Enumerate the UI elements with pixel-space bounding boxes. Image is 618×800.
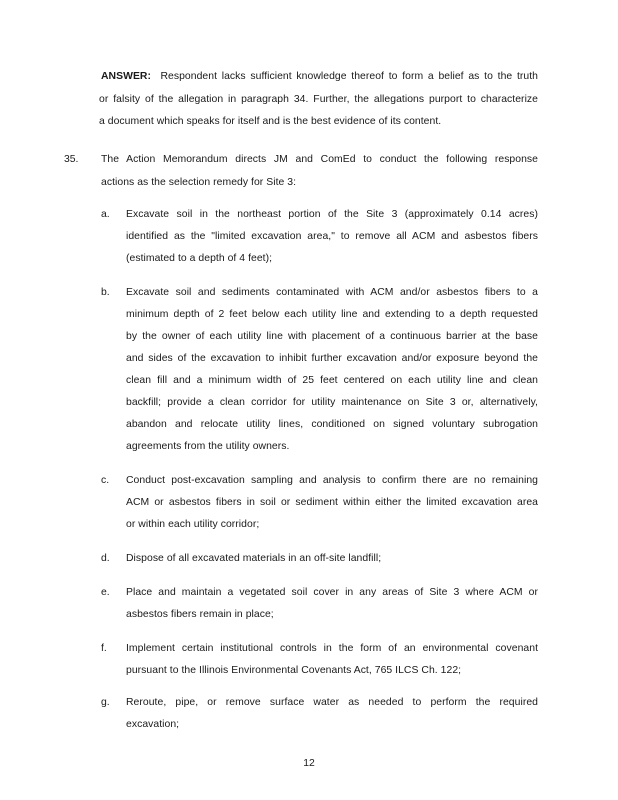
paragraph-35-line-2: actions as the selection remedy for Site 3:: [101, 177, 297, 188]
item-g-line: Reroute, pipe, or remove surface water as needed to perform the required: [126, 697, 538, 708]
item-b-line: clean fill and a minimum width of 25 feet centered on each utility line and clean: [126, 375, 538, 386]
item-b-line: backfill; provide a clean corridor for utility maintenance on Site 3 or, alternatively,: [126, 397, 538, 408]
item-c-letter: c.: [101, 475, 110, 486]
item-a-line: (estimated to a depth of 4 feet);: [126, 253, 273, 264]
paragraph-35-line-1: The Action Memorandum directs JM and ComEd to conduct the following response: [101, 154, 538, 165]
item-g-letter: g.: [101, 697, 110, 708]
answer-line-3: a document which speaks for itself and is the best evidence of its content.: [99, 116, 442, 127]
item-a-letter: a.: [101, 209, 110, 220]
item-b-line: agreements from the utility owners.: [126, 441, 290, 452]
item-f-letter: f.: [101, 643, 107, 654]
item-d-letter: d.: [101, 553, 110, 564]
item-b-line: Excavate soil and sediments contaminated with ACM and/or asbestos fibers to a: [126, 287, 538, 298]
item-c-line: Conduct post-excavation sampling and analysis to confirm there are no remaining: [126, 475, 538, 486]
item-e-line: asbestos fibers remain in place;: [126, 609, 274, 620]
item-b-line: abandon and relocate utility lines, conditioned on signed voluntary subrogation: [126, 419, 538, 430]
answer-text-1: Respondent lacks sufficient knowledge thereof to form a belief as to the truth: [160, 71, 539, 82]
item-b-line: by the owner of each utility line with placement of a continuous barrier at the base: [126, 331, 538, 342]
item-c-line: or within each utility corridor;: [126, 519, 260, 530]
item-d-line: Dispose of all excavated materials in an off-site landfill;: [126, 553, 382, 564]
item-a-line: Excavate soil in the northeast portion of the Site 3 (approximately 0.14 acres): [126, 209, 538, 220]
item-c-line: ACM or asbestos fibers in soil or sediment within either the limited excavation area: [126, 497, 538, 508]
answer-label: ANSWER:: [101, 71, 151, 82]
page-number: 12: [303, 758, 315, 769]
item-f-line: Implement certain institutional controls in the form of an environmental covenant: [126, 643, 538, 654]
item-e-line: Place and maintain a vegetated soil cover in any areas of Site 3 where ACM or: [126, 587, 538, 598]
item-e-letter: e.: [101, 587, 110, 598]
answer-line-1: [101, 70, 538, 83]
item-g-line: excavation;: [126, 719, 180, 730]
paragraph-35-number: 35.: [64, 154, 79, 165]
item-b-line: and sides of the excavation to inhibit further excavation and/or exposure beyond the: [126, 353, 538, 364]
item-b-letter: b.: [101, 287, 110, 298]
item-f-line: pursuant to the Illinois Environmental Covenants Act, 765 ILCS Ch. 122;: [126, 665, 462, 676]
item-b-line: minimum depth of 2 feet below each utility line and extending to a depth requested: [126, 309, 538, 320]
answer-line-2: or falsity of the allegation in paragraph 34. Further, the allegations purport to characterize: [99, 94, 538, 105]
item-a-line: identified as the "limited excavation area," to remove all ACM and asbestos fibers: [126, 231, 538, 242]
